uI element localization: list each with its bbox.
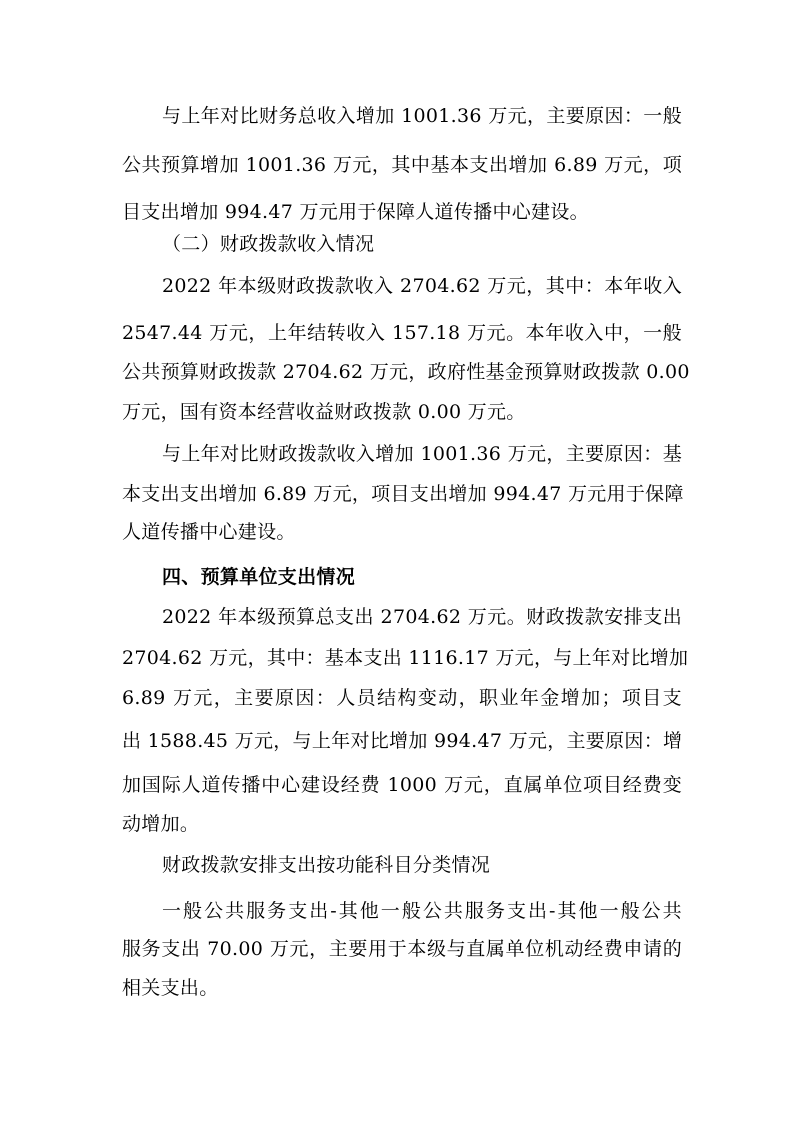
- paragraph-line: 加国际人道传播中心建设经费 1000 万元，直属单位项目经费变: [122, 774, 682, 796]
- paragraph-line: 与上年对比财务总收入增加 1001.36 万元，主要原因：一般: [162, 105, 682, 127]
- paragraph-line: 动增加。: [122, 813, 200, 835]
- section-heading: （二）财政拨款收入情况: [162, 233, 375, 255]
- paragraph-line: 公共预算财政拨款 2704.62 万元，政府性基金预算财政拨款 0.00: [122, 361, 690, 383]
- paragraph-line: 相关支出。: [122, 977, 219, 999]
- paragraph-line: 公共预算增加 1001.36 万元，其中基本支出增加 6.89 万元，项: [122, 154, 682, 176]
- paragraph-line: 2547.44 万元，上年结转收入 157.18 万元。本年收入中，一般: [122, 322, 682, 344]
- paragraph-line: 万元，国有资本经营收益财政拨款 0.00 万元。: [122, 401, 526, 423]
- paragraph-line: 人道传播中心建设。: [122, 521, 296, 543]
- paragraph-line: 与上年对比财政拨款收入增加 1001.36 万元，主要原因：基: [162, 443, 682, 465]
- paragraph-line: 目支出增加 994.47 万元用于保障人道传播中心建设。: [122, 201, 589, 223]
- section-heading: 财政拨款安排支出按功能科目分类情况: [162, 854, 491, 876]
- paragraph-line: 一般公共服务支出-其他一般公共服务支出-其他一般公共: [162, 900, 682, 922]
- paragraph-line: 2022 年本级预算总支出 2704.62 万元。财政拨款安排支出: [162, 606, 682, 628]
- paragraph-line: 服务支出 70.00 万元，主要用于本级与直属单位机动经费申请的: [122, 938, 682, 960]
- paragraph-line: 出 1588.45 万元，与上年对比增加 994.47 万元，主要原因：增: [122, 730, 683, 752]
- section-heading: 四、预算单位支出情况: [162, 566, 356, 588]
- paragraph-line: 6.89 万元，主要原因：人员结构变动，职业年金增加；项目支: [122, 687, 682, 709]
- paragraph-line: 2022 年本级财政拨款收入 2704.62 万元，其中：本年收入: [162, 275, 682, 297]
- paragraph-line: 2704.62 万元，其中：基本支出 1116.17 万元，与上年对比增加: [122, 647, 689, 669]
- paragraph-line: 本支出支出增加 6.89 万元，项目支出增加 994.47 万元用于保障: [122, 483, 684, 505]
